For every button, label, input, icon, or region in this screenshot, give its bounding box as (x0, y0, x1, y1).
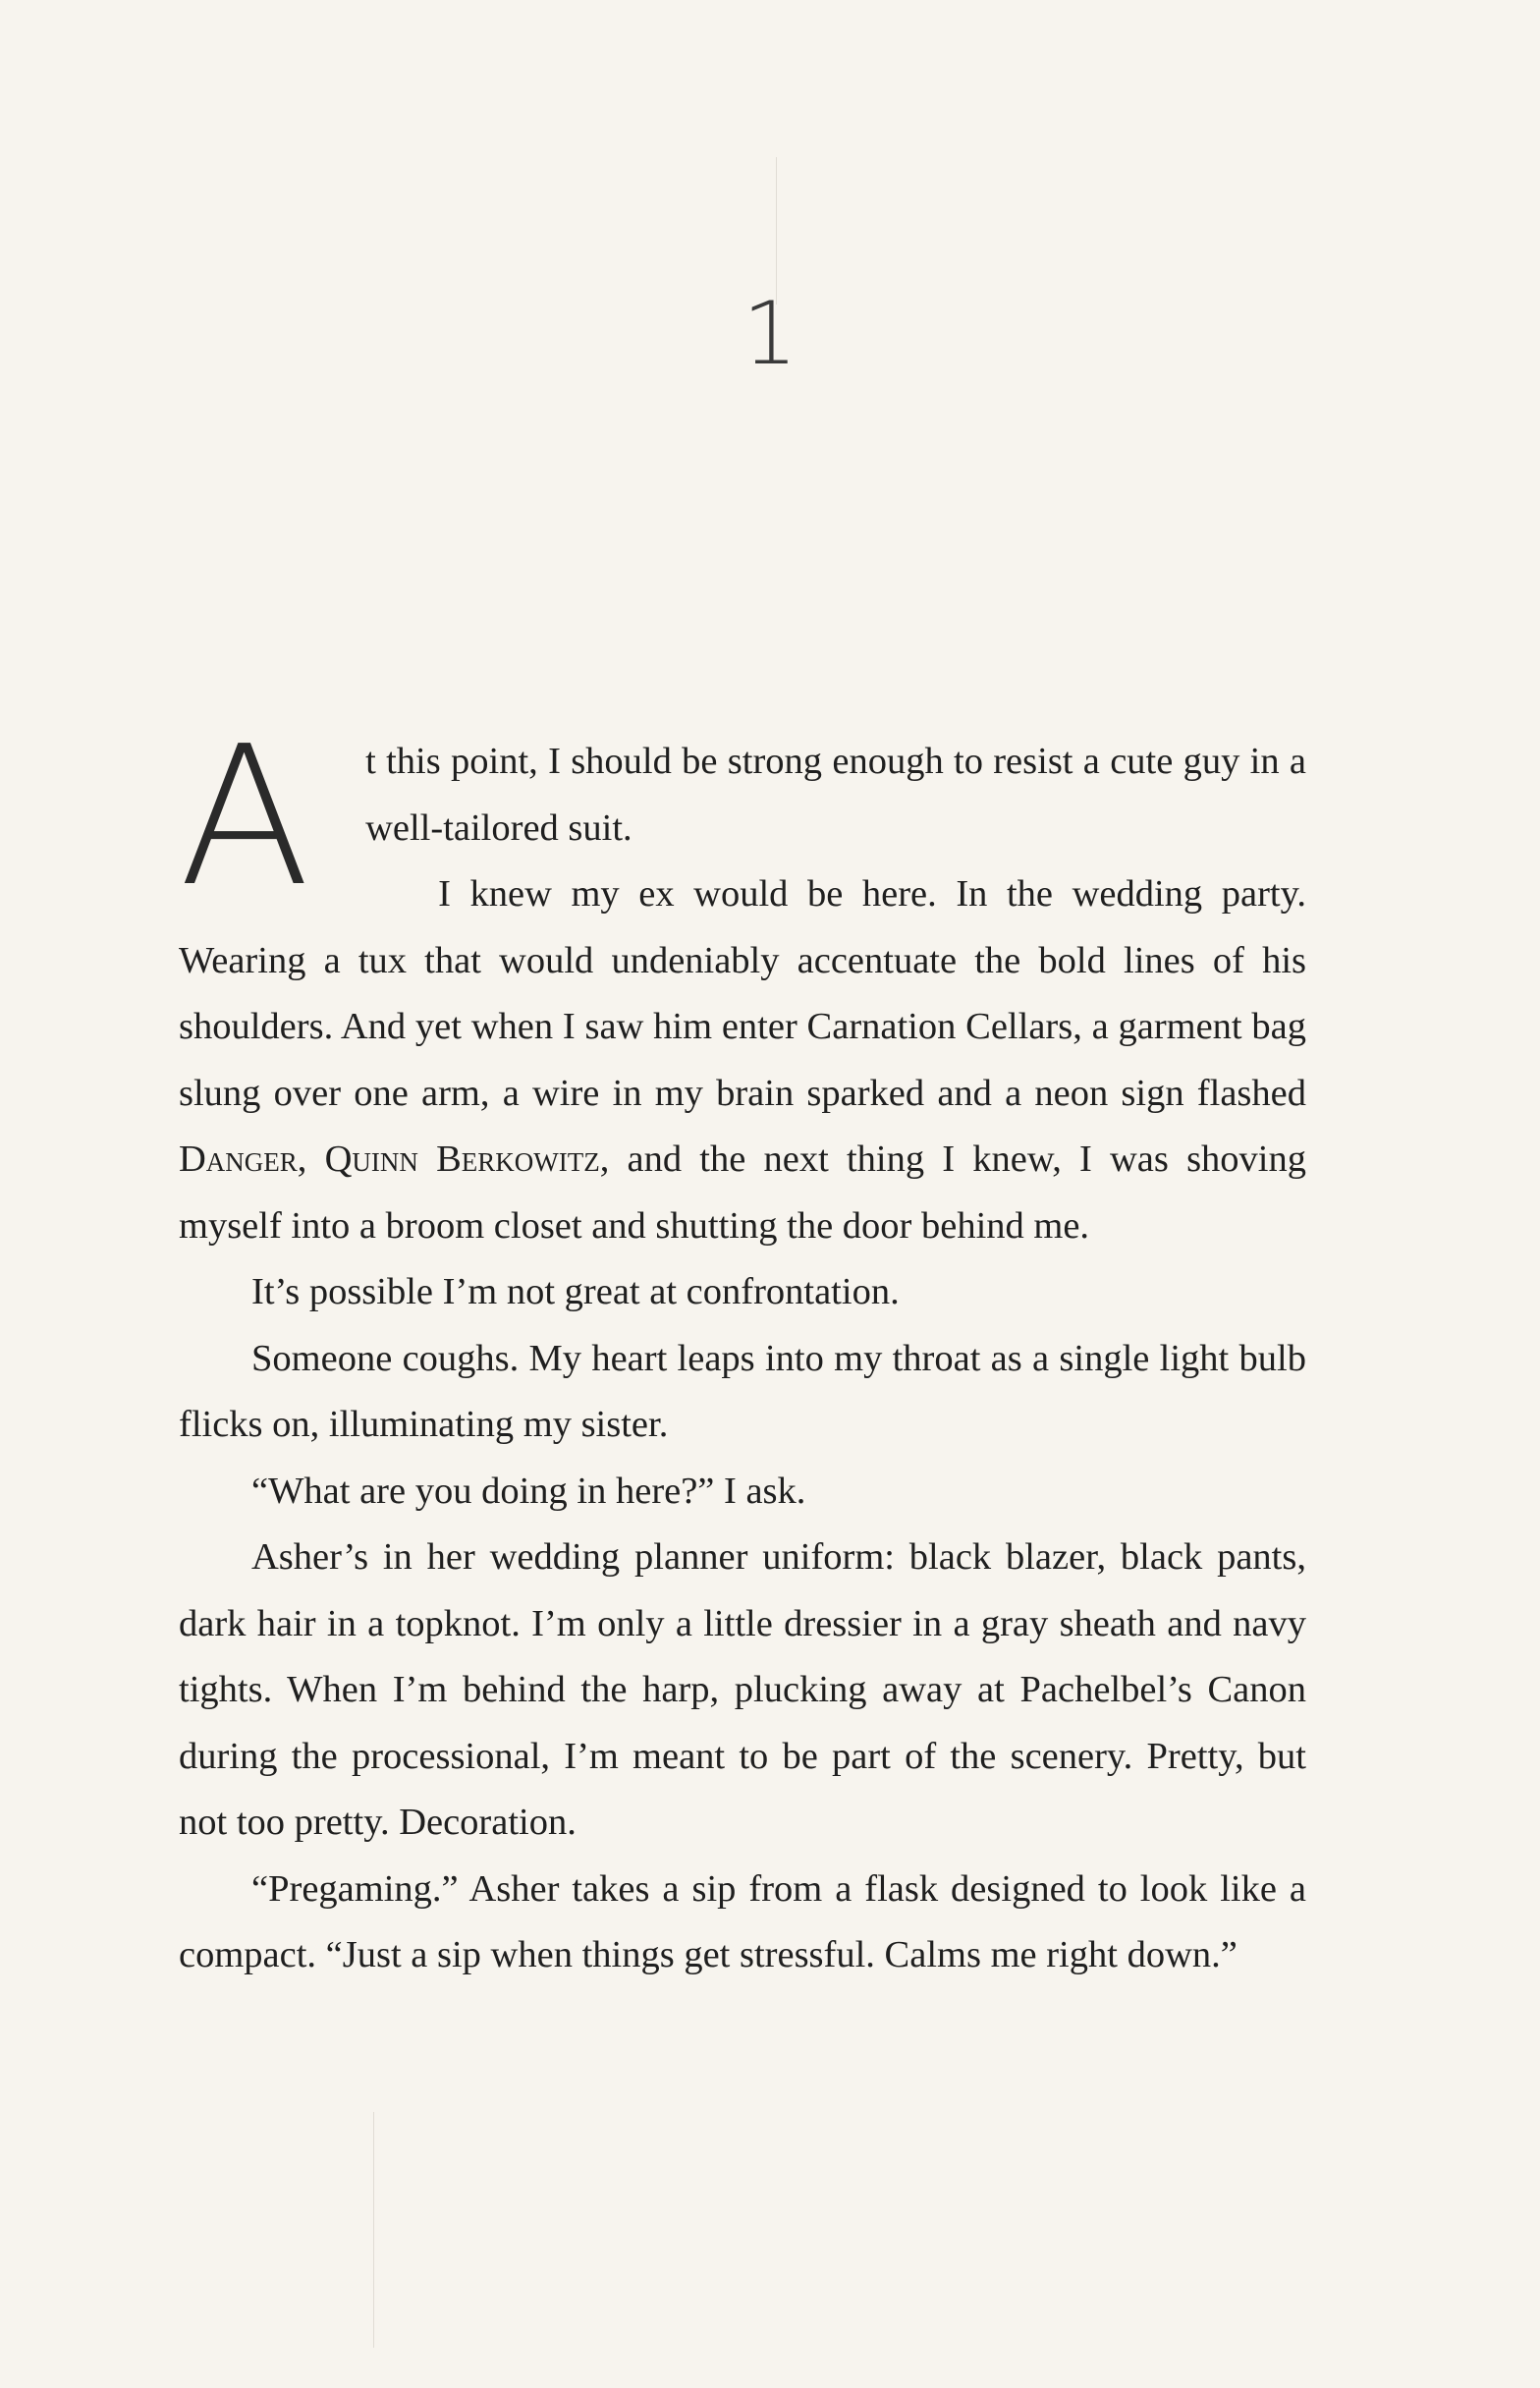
paragraph: “What are you doing in here?” I ask. (251, 1470, 806, 1512)
paragraph: It’s possible I’m not great at confrontation. (251, 1271, 900, 1312)
chapter-text (179, 705, 1306, 1989)
paragraph: Someone coughs. My heart leaps into my throat as a single light bulb flicks on, illuminating my sister. (179, 1337, 1306, 1445)
paragraph: “Pregaming.” Asher takes a sip from a flask designed to look like a compact. “Just a sip when things get stressful. Calms me right down.” (179, 1867, 1306, 1975)
paragraph (179, 861, 1306, 1259)
drop-cap: A (179, 705, 311, 929)
paragraph: Asher’s in her wedding planner uniform: black blazer, black pants, dark hair in a topknot. I’m only a little dressier in a gray sheath and navy tights. When I’m behind the harp, plucking away at Pachelbel’s Canon during the processional, I’m meant to be part of the scenery. Pretty, but not too pretty. Decoration. (179, 1536, 1306, 1843)
chapter-number: 1 (742, 283, 798, 384)
paragraph-text: I knew my ex would be here. In the wedding party. Wearing a tux that would undeniably accentuate the bold lines of his shoulders. And yet when I saw him enter Carnation Cellars, a garment bag slung over one arm, a wire in my brain sparked and a neon sign flashed (179, 873, 1306, 1114)
page-crease (373, 2112, 374, 2348)
opening-text: t this point, I should be strong enough to resist a cute guy in a well-tailored suit. (365, 741, 1306, 849)
small-caps-text: Danger, Quinn Berkowitz (179, 1138, 600, 1180)
opening-paragraph (179, 705, 1306, 929)
paragraph-text: , and the next thing I knew, I was shoving myself into a broom closet and shutting the door behind me. (179, 1138, 1306, 1247)
